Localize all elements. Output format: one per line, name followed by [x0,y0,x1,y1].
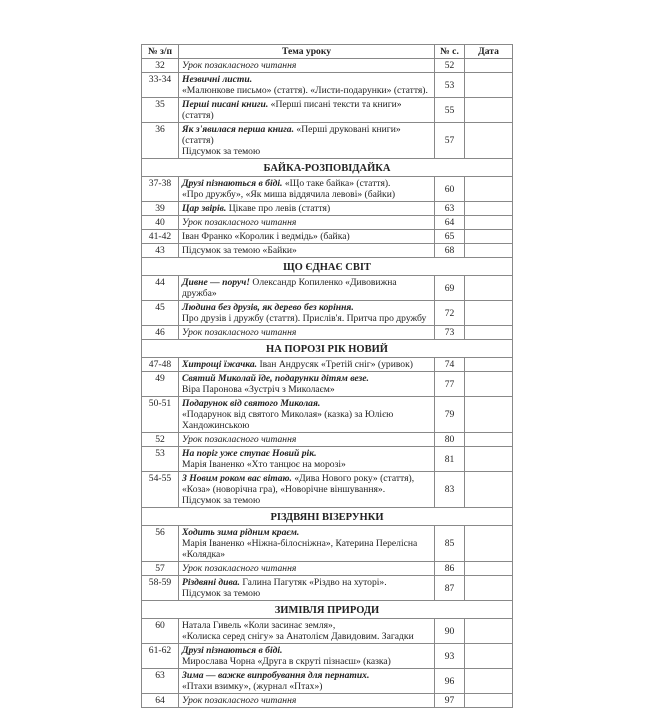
table-row [142,576,513,601]
lesson-text: Урок позакласного читання [182,695,297,706]
date-cell[interactable] [465,202,513,216]
lesson-number: 35 [142,98,179,123]
lesson-text: Олександр Копиленко «Дивовижна дружба» [182,277,397,299]
date-cell[interactable] [465,123,513,159]
lesson-title: Незвичні листи. [182,74,253,85]
date-cell[interactable] [465,326,513,340]
lesson-title: Дивне — поруч! [182,277,250,288]
lesson-text: Галина Пагутяк «Різдво на хуторі». Підсумок за темою [182,577,387,599]
lesson-number: 41-42 [142,230,179,244]
date-cell[interactable] [465,372,513,397]
table-row [142,230,513,244]
lesson-number: 32 [142,59,179,73]
lesson-text: «Перші друковані книги» (стаття) Підсумок за темою [182,124,401,157]
lesson-text: Урок позакласного читання [182,327,297,338]
lesson-number: 64 [142,694,179,708]
section-row [142,508,513,526]
page-number: 79 [435,397,465,433]
section-title: ЗИМІВЛЯ ПРИРОДИ [142,601,513,619]
page-number: 87 [435,576,465,601]
lesson-title: Людина без друзів, як дерево без коріння. [182,302,354,313]
lesson-text: Іван Франко «Королик і ведмідь» (байка) [182,231,350,242]
lesson-title: Зима — важке випробування для пернатих. [182,670,370,681]
date-cell[interactable] [465,244,513,258]
lesson-topic [179,576,435,601]
table-row [142,694,513,708]
page-number: 96 [435,669,465,694]
lesson-number: 33-34 [142,73,179,98]
lesson-topic [179,669,435,694]
table-header-row [142,45,513,59]
lesson-topic [179,694,435,708]
table-row [142,244,513,258]
page-number: 52 [435,59,465,73]
lesson-title: З Новим роком вас вітаю. [182,473,292,484]
lesson-number: 61-62 [142,644,179,669]
lesson-text: Про друзів і дружбу (стаття). Прислів'я. Притча про дружбу [182,313,427,324]
lesson-topic [179,526,435,562]
page-number: 90 [435,619,465,644]
lesson-number: 63 [142,669,179,694]
lesson-number: 46 [142,326,179,340]
lesson-text: Урок позакласного читання [182,60,297,71]
lesson-title: Хитрощі їжачка. [182,359,258,370]
date-cell[interactable] [465,358,513,372]
lesson-number: 54-55 [142,472,179,508]
page-number: 86 [435,562,465,576]
page-number: 57 [435,123,465,159]
table-row [142,472,513,508]
table-row [142,562,513,576]
date-cell[interactable] [465,694,513,708]
table-row [142,526,513,562]
lesson-topic [179,619,435,644]
page-number: 83 [435,472,465,508]
table-row [142,358,513,372]
table-row [142,326,513,340]
page-number: 69 [435,276,465,301]
lesson-topic [179,397,435,433]
lesson-text: Цікаве про левів (стаття) [228,203,331,214]
table-row [142,98,513,123]
lesson-topic [179,244,435,258]
lesson-number: 47-48 [142,358,179,372]
lesson-number: 53 [142,447,179,472]
lesson-text: «Що таке байка» (стаття). «Про дружбу», «Як миша віддячила левові» (байки) [182,178,396,200]
date-cell[interactable] [465,433,513,447]
table-row [142,619,513,644]
header-date: Дата [465,45,513,59]
lesson-text: Урок позакласного читання [182,217,297,228]
lesson-text: «Малюнкове письмо» (стаття). «Листи-подарунки» (стаття). [182,85,428,96]
lesson-number: 60 [142,619,179,644]
date-cell[interactable] [465,562,513,576]
table-row [142,216,513,230]
table-row [142,669,513,694]
section-row [142,258,513,276]
date-cell[interactable] [465,397,513,433]
date-cell[interactable] [465,526,513,562]
date-cell[interactable] [465,73,513,98]
page-number: 64 [435,216,465,230]
lesson-text: «Птахи взимку», (журнал «Птах») [182,681,323,692]
lesson-number: 37-38 [142,177,179,202]
lesson-number: 39 [142,202,179,216]
date-cell[interactable] [465,576,513,601]
table-row [142,123,513,159]
lesson-text: «Подарунок від святого Миколая» (казка) за Юлією Хандожинською [182,409,394,431]
page-number: 74 [435,358,465,372]
date-cell[interactable] [465,177,513,202]
lesson-title: На поріг уже ступає Новий рік. [182,448,317,459]
lesson-topic [179,177,435,202]
lesson-number: 36 [142,123,179,159]
lesson-topic [179,98,435,123]
table-row [142,177,513,202]
lesson-title: Ходить зима рідним краєм. [182,527,300,538]
lesson-text: Віра Паронова «Зустріч з Миколаєм» [182,384,335,395]
section-row [142,159,513,177]
lesson-number: 58-59 [142,576,179,601]
table-row [142,644,513,669]
lesson-number: 57 [142,562,179,576]
page-number: 68 [435,244,465,258]
page-number: 73 [435,326,465,340]
lesson-text: Урок позакласного читання [182,563,297,574]
lesson-text: Марія Іваненко «Ніжна-білосніжна», Катерина Перелісна «Колядка» [182,538,418,560]
date-cell[interactable] [465,472,513,508]
lesson-text: «Дива Нового року» (стаття), «Коза» (новорічна гра), «Новорічне віншування». Підсумок за темою [182,473,415,506]
lesson-number: 44 [142,276,179,301]
lesson-title: Різдвяні дива. [182,577,240,588]
lesson-topic [179,372,435,397]
date-cell[interactable] [465,216,513,230]
lesson-text: Мирослава Чорна «Друга в скруті пізнаєш» (казка) [182,656,391,667]
lesson-topic [179,301,435,326]
lesson-text: Натала Гивель «Коли засинає земля», «Колиска серед снігу» за Анатолієм Давидовим. Загадки [182,620,414,642]
page-number: 80 [435,433,465,447]
date-cell[interactable] [465,276,513,301]
lesson-text: Підсумок за темою «Байки» [182,245,297,256]
lesson-topic [179,276,435,301]
lesson-text: «Перші писані тексти та книги» (стаття) [182,99,402,121]
table-row [142,73,513,98]
lesson-text: Марія Іваненко «Хто танцює на морозі» [182,459,346,470]
lesson-topic [179,202,435,216]
lesson-topic [179,447,435,472]
page-number: 93 [435,644,465,669]
table-row [142,276,513,301]
lesson-topic [179,644,435,669]
table-row [142,447,513,472]
lesson-number: 56 [142,526,179,562]
section-title: НА ПОРОЗІ РІК НОВИЙ [142,340,513,358]
lesson-title: Перші писані книги. [182,99,269,110]
table-row [142,301,513,326]
page-number: 97 [435,694,465,708]
page-number: 63 [435,202,465,216]
lesson-number: 52 [142,433,179,447]
header-num: № з/п [142,45,179,59]
lesson-number: 49 [142,372,179,397]
lesson-text: Урок позакласного читання [182,434,297,445]
lesson-topic [179,230,435,244]
lesson-topic [179,433,435,447]
section-row [142,340,513,358]
lesson-number: 43 [142,244,179,258]
section-row [142,601,513,619]
lesson-number: 40 [142,216,179,230]
section-title: РІЗДВЯНІ ВІЗЕРУНКИ [142,508,513,526]
lesson-topic [179,123,435,159]
lesson-title: Святий Миколай їде, подарунки дітям везе. [182,373,369,384]
lesson-plan-table [141,44,513,708]
table-row [142,202,513,216]
page-number: 65 [435,230,465,244]
header-page: № с. [435,45,465,59]
lesson-title: Як з'явилася перша книга. [182,124,295,135]
page-number: 85 [435,526,465,562]
lesson-number: 45 [142,301,179,326]
page-number: 60 [435,177,465,202]
lesson-topic [179,216,435,230]
table-row [142,397,513,433]
date-cell[interactable] [465,230,513,244]
table-row [142,433,513,447]
table-row [142,372,513,397]
lesson-topic [179,472,435,508]
section-title: БАЙКА-РОЗПОВІДАЙКА [142,159,513,177]
page-number: 55 [435,98,465,123]
lesson-topic [179,562,435,576]
page-number: 77 [435,372,465,397]
lesson-title: Цар звірів. [182,203,227,214]
page-number: 72 [435,301,465,326]
lesson-number: 50-51 [142,397,179,433]
page-number: 81 [435,447,465,472]
lesson-title: Друзі пізнаються в біді. [182,178,283,189]
lesson-topic [179,358,435,372]
date-cell[interactable] [465,59,513,73]
date-cell[interactable] [465,98,513,123]
date-cell[interactable] [465,301,513,326]
date-cell[interactable] [465,644,513,669]
table-body [142,59,513,708]
date-cell[interactable] [465,619,513,644]
header-topic: Тема уроку [179,45,435,59]
section-title: ЩО ЄДНАЄ СВІТ [142,258,513,276]
lesson-title: Подарунок від святого Миколая. [182,398,321,409]
date-cell[interactable] [465,447,513,472]
lesson-topic [179,59,435,73]
table-row [142,59,513,73]
date-cell[interactable] [465,669,513,694]
lesson-topic [179,73,435,98]
page-number: 53 [435,73,465,98]
lesson-title: Друзі пізнаються в біді. [182,645,283,656]
lesson-topic [179,326,435,340]
lesson-text: Іван Андрусяк «Третій сніг» (уривок) [259,359,413,370]
